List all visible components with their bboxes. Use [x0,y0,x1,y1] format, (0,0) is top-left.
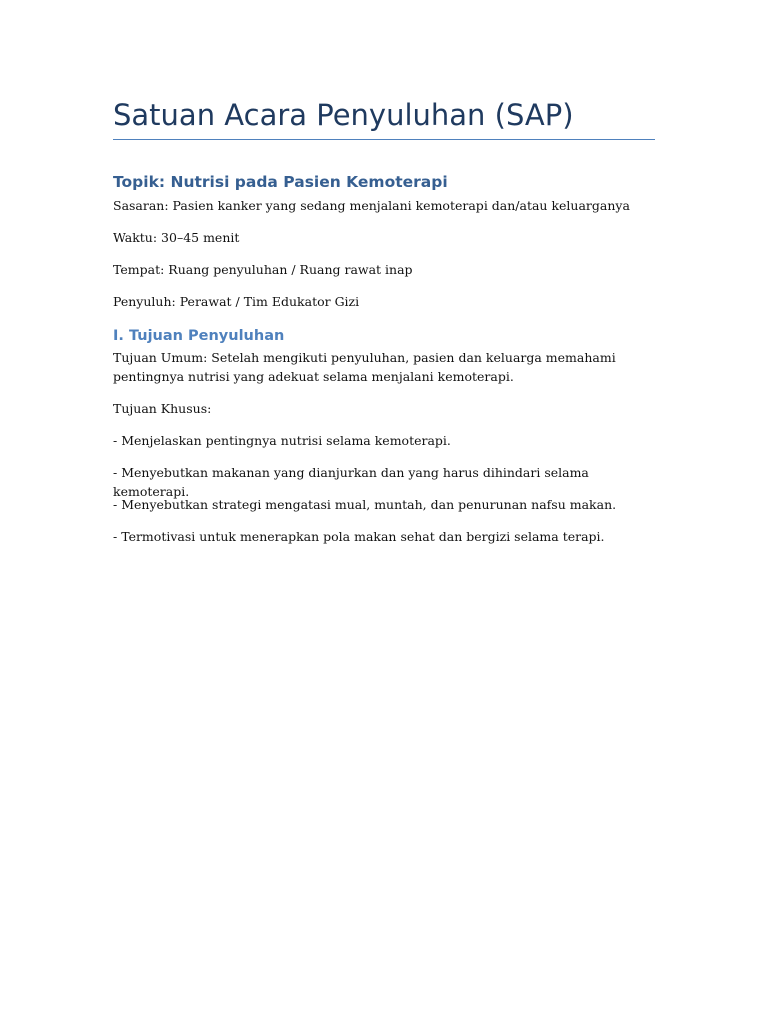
title-underline [113,139,655,140]
info-waktu: Waktu: 30–45 menit [113,230,240,245]
list-item: - Menjelaskan pentingnya nutrisi selama kemoterapi. [113,433,451,448]
tujuan-umum: Tujuan Umum: Setelah mengikuti penyuluhan, pasien dan keluarga memahami pentingnya nutrisi yang adekuat selama menjalani kemoterapi. [113,350,616,384]
list-item: - Menyebutkan makanan yang dianjurkan dan yang harus dihindari selama kemoterapi. [113,465,589,499]
list-item: - Menyebutkan strategi mengatasi mual, muntah, dan penurunan nafsu makan. [113,497,617,512]
tujuan-khusus-label: Tujuan Khusus: [113,401,212,416]
section-heading-tujuan: I. Tujuan Penyuluhan [113,328,285,344]
list-item: - Termotivasi untuk menerapkan pola makan sehat dan bergizi selama terapi. [113,529,605,544]
info-penyuluh: Penyuluh: Perawat / Tim Edukator Gizi [113,294,360,309]
topic-heading: Topik: Nutrisi pada Pasien Kemoterapi [113,173,448,191]
info-tempat: Tempat: Ruang penyuluhan / Ruang rawat inap [113,262,413,277]
info-sasaran: Sasaran: Pasien kanker yang sedang menjalani kemoterapi dan/atau keluarganya [113,198,630,213]
document-title: Satuan Acara Penyuluhan (SAP) [113,98,574,132]
